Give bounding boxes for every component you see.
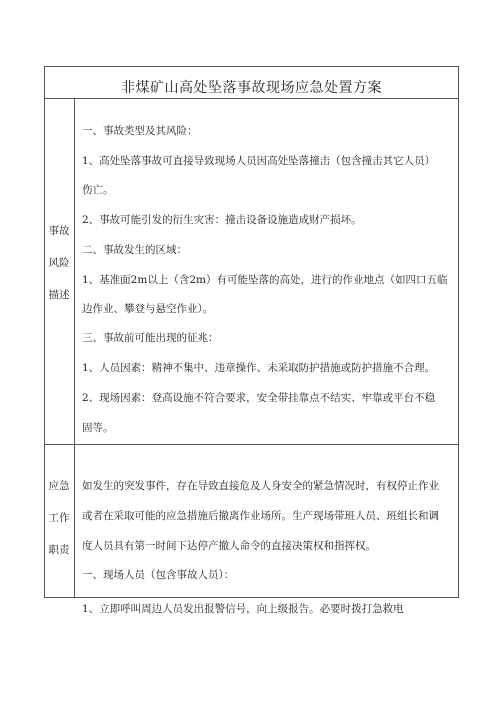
text-line: 1、基准面2m以上（含2m）有可能坠落的高处，进行的作业地点（如四口五临 [82, 274, 448, 286]
table-right-border [458, 66, 459, 598]
duty-label-line: 职责 [48, 544, 70, 556]
text-line: 2、事故可能引发的衍生灾害：撞击设备设施造成财产损坏。 [82, 214, 362, 226]
risk-label-line: 风险 [48, 257, 70, 269]
text-line: 度人员具有第一时间下达停产撤人命令的直接决策权和指挥权。 [82, 540, 376, 552]
text-line: 一、现场人员（包含事故人员）： [82, 569, 235, 581]
duty-label-line: 应急 [48, 480, 70, 492]
risk-section-label [44, 66, 74, 444]
text-line: 伤亡。 [82, 184, 114, 196]
text-line: 1、高处坠落事故可直接导致现场人员因高处坠落撞击（包含撞击其它人员） [82, 155, 436, 167]
section-divider [44, 444, 459, 445]
text-line: 2、现场因素：登高设施不符合要求，安全带挂靠点不结实、牢靠或平台不稳 [82, 392, 436, 404]
text-line: 或者在采取可能的应急措施后撤离作业场所。生产现场带班人员、班组长和调 [82, 510, 439, 522]
text-line: 三、事故前可能出现的征兆： [82, 332, 219, 344]
text-line: 边作业、攀登与悬空作业）。 [82, 303, 214, 315]
text-line: 如发生的突发事件，存在导致直接危及人身安全的紧急情况时，有权停止作业 [82, 480, 439, 492]
page-title: 非煤矿山高处坠落事故现场应急处置方案 [121, 80, 382, 96]
title-divider [44, 98, 459, 99]
table-bottom-border [44, 597, 459, 598]
emergency-plan-table [44, 66, 459, 598]
text-line: 1、人员因素：精神不集中、违章操作、未采取防护措施或防护措施不合理。 [82, 362, 436, 374]
risk-label-line: 描述 [48, 289, 70, 301]
text-line: 固等。 [82, 422, 114, 434]
text-line: 二、事故发生的区域： [82, 244, 187, 256]
duty-section-label [44, 444, 74, 597]
table-top-border [44, 66, 459, 67]
duty-label-line: 工作 [48, 512, 70, 524]
continuation-line: 1、立即呼叫周边人员发出报警信号，向上级报告。必要时拨打急救电 [82, 603, 404, 615]
risk-label-line: 事故 [48, 225, 70, 237]
text-line: 一、事故类型及其风险： [82, 125, 198, 137]
label-column-divider [74, 98, 75, 598]
